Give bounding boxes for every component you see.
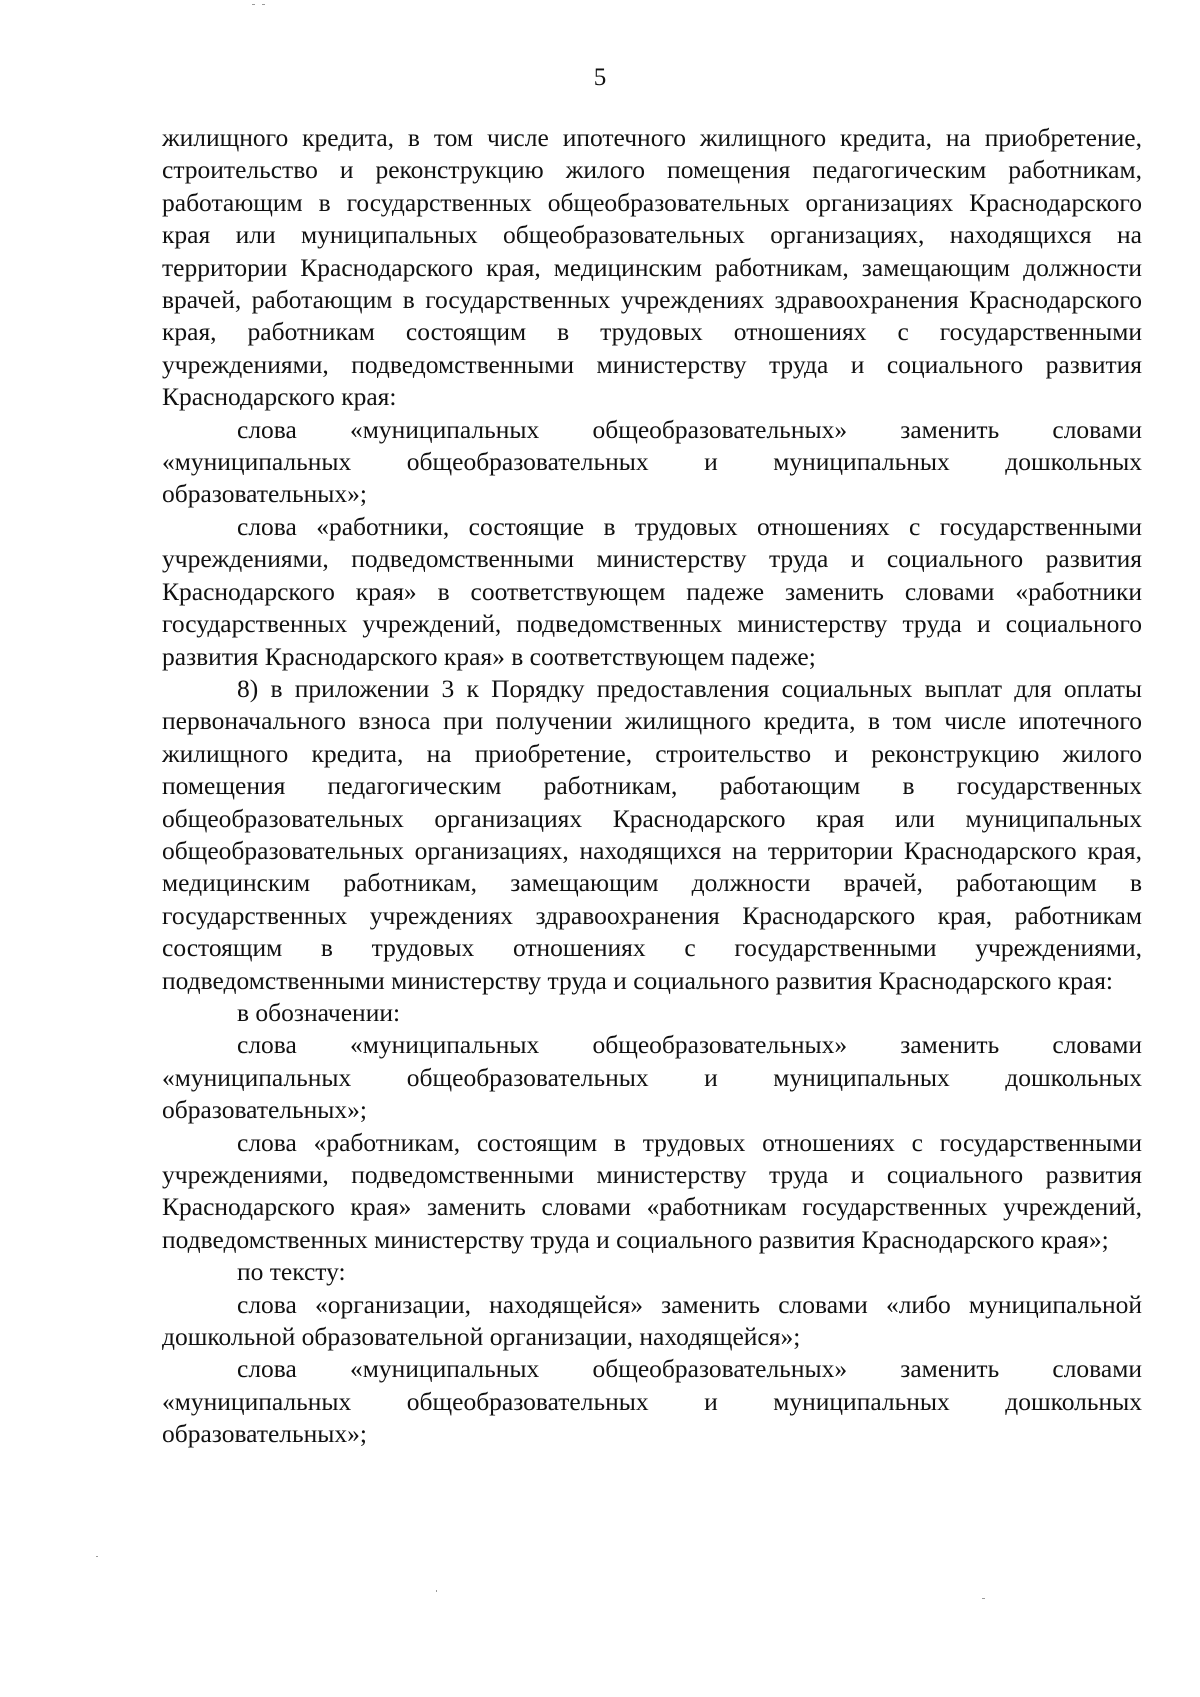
scan-artifact (982, 1598, 985, 1599)
paragraph: слова «работники, состоящие в трудовых отношениях с государственными учреждениями, подведомственными министерству труда и социального развития Краснодарского края» в соответствующем падеже заменить словами «работники государственных учреждений, подведомственных министерству труда и социального развития Краснодарского края» в соответствующем падеже; (162, 511, 1142, 671)
paragraph: слова «муниципальных общеобразовательных» заменить словами «муниципальных общеобразовательных и муниципальных дошкольных образовательных»; (162, 1030, 1142, 1125)
scan-artifact (436, 1590, 437, 1592)
document-body (162, 122, 1142, 1451)
page-number: 5 (593, 64, 607, 91)
scan-artifact (252, 4, 255, 5)
paragraph: слова «муниципальных общеобразовательных» заменить словами «муниципальных общеобразовательных и муниципальных дошкольных образовательных»; (162, 1354, 1142, 1449)
paragraph: по тексту: (237, 1257, 346, 1287)
paragraph: жилищного кредита, в том числе ипотечного жилищного кредита, на приобретение, строительство и реконструкцию жилого помещения педагогическим работникам, работающим в государственных общеобразовательных организациях Краснодарского края или муниципальных общеобразовательных организациях, находящихся на территории Краснодарского края, медицинским работникам, замещающим должности врачей, работающим в государственных учреждениях здравоохранения Краснодарского края, работникам состоящим в трудовых отношениях с государственными учреждениями, подведомственными министерству труда и социального развития Краснодарского края: (162, 123, 1142, 412)
paragraph: 8) в приложении 3 к Порядку предоставления социальных выплат для оплаты первоначального взноса при получении жилищного кредита, в том числе ипотечного жилищного кредита, на приобретение, строительство и реконструкцию жилого помещения педагогическим работникам, работающим в государственных общеобразовательных организациях Краснодарского края или муниципальных общеобразовательных организациях, находящихся на территории Краснодарского края, медицинским работникам, замещающим должности врачей, работающим в государственных учреждениях здравоохранения Краснодарского края, работникам состоящим в трудовых отношениях с государственными учреждениями, подведомственными министерству труда и социального развития Краснодарского края: (162, 673, 1142, 995)
scan-artifact (96, 1556, 98, 1557)
scan-artifact (262, 4, 265, 5)
paragraph: слова «работникам, состоящим в трудовых отношениях с государственными учреждениями, подведомственными министерству труда и социального развития Краснодарского края» заменить словами «работникам государственных учреждений, подведомственных министерству труда и социального развития Краснодарского края»; (162, 1127, 1142, 1254)
paragraph: слова «организации, находящейся» заменить словами «либо муниципальной дошкольной образовательной организации, находящейся»; (162, 1289, 1142, 1352)
paragraph: слова «муниципальных общеобразовательных» заменить словами «муниципальных общеобразовательных и муниципальных дошкольных образовательных»; (162, 414, 1142, 509)
paragraph: в обозначении: (237, 997, 401, 1027)
